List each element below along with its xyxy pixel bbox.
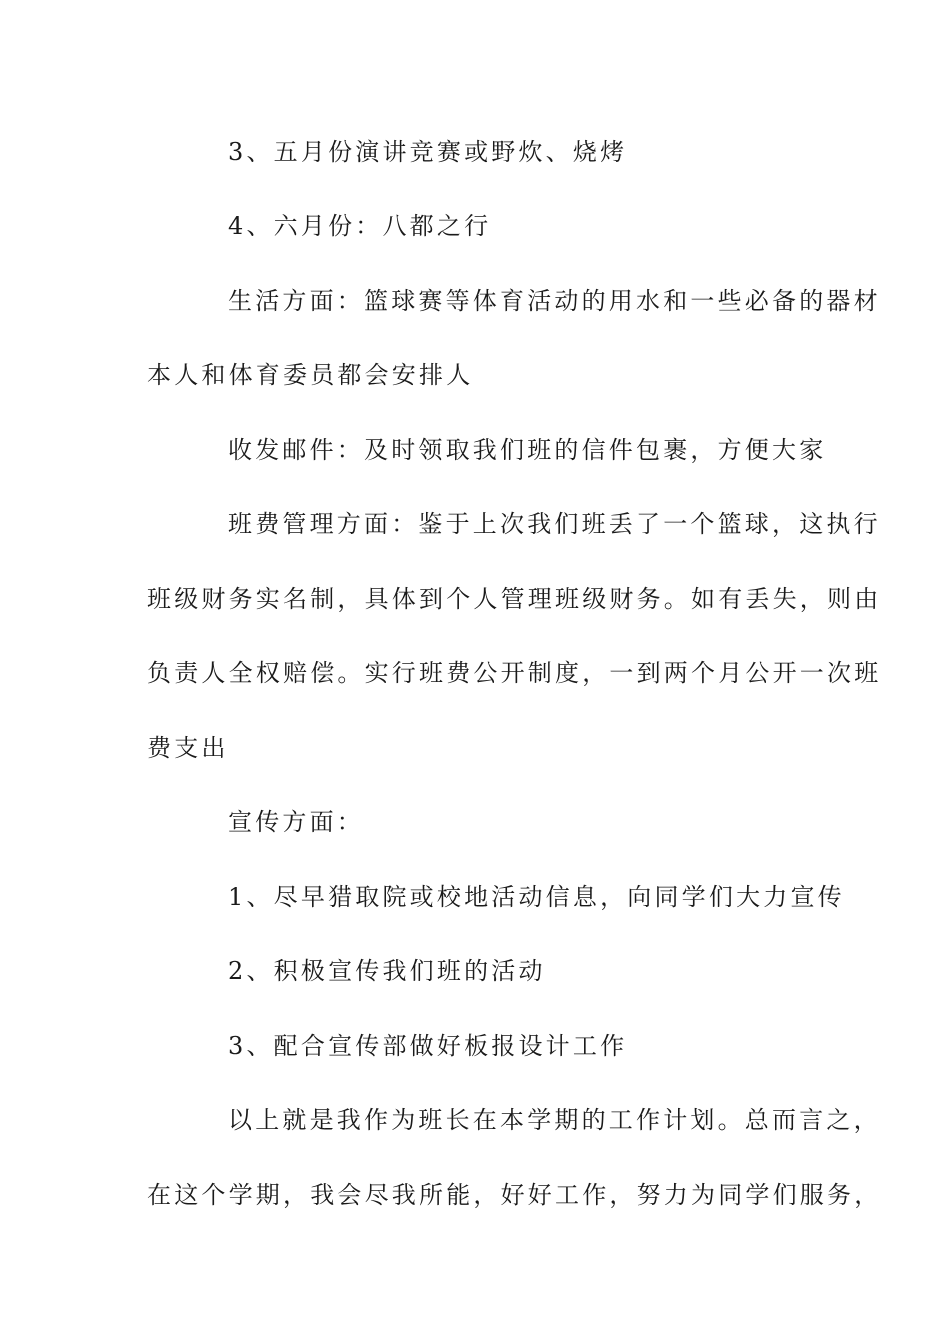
- paragraph-fees-line-1: 班费管理方面：鉴于上次我们班丢了一个篮球，这执行: [228, 510, 881, 538]
- list-item-publicity-2: 2、积极宣传我们班的活动: [228, 957, 546, 985]
- paragraph-life-line-1: 生活方面：篮球赛等体育活动的用水和一些必备的器材: [228, 287, 881, 315]
- paragraph-fees-line-2: 班级财务实名制，具体到个人管理班级财务。如有丢失，则由: [147, 585, 882, 613]
- paragraph-life-line-2: 本人和体育委员都会安排人: [147, 361, 474, 389]
- paragraph-summary-line-1: 以上就是我作为班长在本学期的工作计划。总而言之，: [228, 1106, 881, 1134]
- list-item-june-activity: 4、六月份：八都之行: [228, 212, 492, 240]
- section-heading-publicity: 宣传方面：: [228, 808, 364, 836]
- paragraph-mail: 收发邮件：及时领取我们班的信件包裹，方便大家: [228, 436, 827, 464]
- list-item-may-activity: 3、五月份演讲竞赛或野炊、烧烤: [228, 138, 628, 166]
- paragraph-fees-line-4: 费支出: [147, 734, 229, 762]
- paragraph-summary-line-2: 在这个学期，我会尽我所能，好好工作，努力为同学们服务，: [147, 1181, 882, 1209]
- list-item-publicity-1: 1、尽早猎取院或校地活动信息，向同学们大力宣传: [228, 883, 845, 911]
- list-item-publicity-3: 3、配合宣传部做好板报设计工作: [228, 1032, 628, 1060]
- paragraph-fees-line-3: 负责人全权赔偿。实行班费公开制度，一到两个月公开一次班: [147, 659, 882, 687]
